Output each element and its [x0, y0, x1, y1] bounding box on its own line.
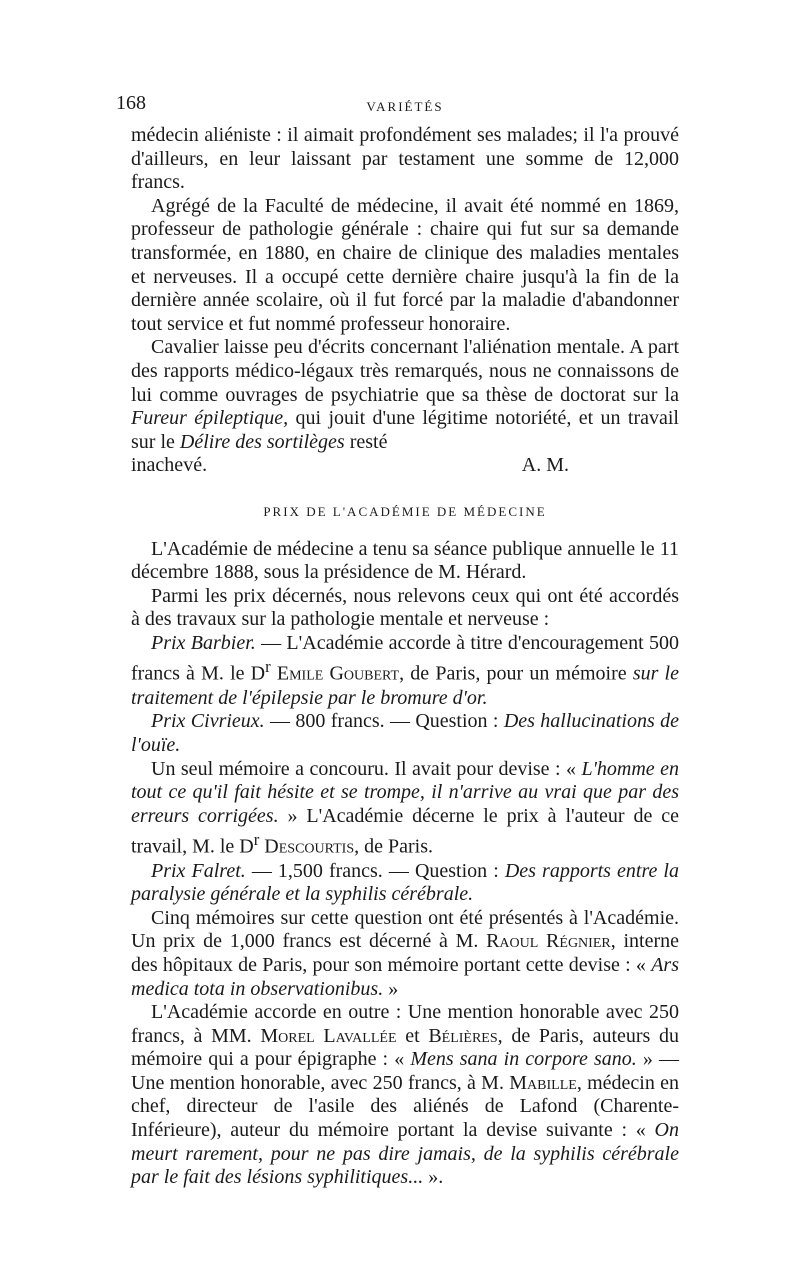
- text-run: — L'Académie accorde à titre d'encouragement 500 francs à M. le D: [131, 631, 679, 686]
- paragraph: [131, 758, 679, 860]
- prize-paragraph: [131, 860, 679, 907]
- signature-line: [131, 454, 679, 478]
- text-run: , médecin en chef, directeur de l'asile des aliénés de Lafond (Charente-Inférieure), auteur du mémoire portant la devise suivante : «: [131, 1071, 679, 1142]
- italic-quote: Mens sana in corpore sano.: [410, 1048, 637, 1071]
- paragraph: médecin aliéniste : il aimait profondément ses malades; il l'a prouvé d'ailleurs, en leur laissant par testament une somme de 12,000 francs.: [131, 124, 679, 194]
- text-run: resté: [344, 430, 388, 453]
- text-run: — 800 francs. — Question :: [264, 710, 504, 733]
- italic-title: Des rapports entre la paralysie générale et la syphilis cérébrale.: [131, 859, 679, 906]
- text-run: , de Paris, pour un mémoire: [399, 663, 633, 686]
- prize-name: Prix Barbier.: [151, 631, 256, 654]
- paragraph: L'Académie de médecine a tenu sa séance publique annuelle le 11 décembre 1888, sous la présidence de M. Hérard.: [131, 537, 679, 584]
- paragraph-end: inachevé.: [131, 454, 208, 477]
- text-run: »: [383, 977, 399, 1000]
- text-run: » L'Académie décerne le prix à l'auteur de ce travail, M. le D: [131, 804, 680, 858]
- paragraph: [131, 336, 679, 454]
- author-signature: A. M.: [521, 454, 569, 477]
- person-name: Descourtis: [259, 835, 355, 858]
- text-run: Cavalier laisse peu d'écrits concernant l'aliénation mentale. A part des rapports médico-légaux très remarqués, nous ne connaissons de lui comme ouvrages de psychiatrie que sa thèse de doctorat sur la: [131, 336, 679, 406]
- superscript: r: [265, 657, 271, 677]
- person-name: Morel Lavallée: [260, 1024, 397, 1047]
- text-run: » — Une mention honorable, avec 250 francs, à M.: [131, 1048, 679, 1094]
- italic-title: Des hallucinations de l'ouïe.: [131, 710, 679, 756]
- person-name: Mabille: [509, 1071, 577, 1094]
- text-run: Cinq mémoires sur cette question ont été présentés à l'Académie. Un prix de 1,000 francs est décerné à M.: [131, 906, 679, 953]
- paragraph: Agrégé de la Faculté de médecine, il avait été nommé en 1869, professeur de pathologie générale : chaire qui fut sur sa demande transformée, en 1880, en chaire de clinique des maladies mentales et nerveuses. Il a occupé cette dernière chaire jusqu'à la fin de la dernière année scolaire, où il fut forcé par la maladie d'abandonner tout service et fut nommé professeur honoraire.: [131, 194, 679, 335]
- text-run: L'Académie accorde en outre : Une mention honorable avec 250 francs, à MM.: [131, 1001, 679, 1047]
- prize-paragraph: [131, 632, 679, 710]
- person-name: Bélières: [428, 1024, 498, 1047]
- paragraph: [131, 907, 679, 1001]
- section-title: PRIX DE L'ACADÉMIE DE MÉDECINE: [263, 503, 547, 519]
- italic-quote: Ars medica tota in observationibus.: [131, 953, 679, 1000]
- superscript: r: [253, 830, 260, 850]
- italic-title: Fureur épileptique,: [131, 407, 289, 430]
- page-number: 168: [116, 92, 146, 114]
- text-run: — 1,500 francs. — Question :: [245, 859, 505, 882]
- running-title: VARIÉTÉS: [366, 99, 444, 114]
- person-name: Raoul Régnier: [486, 930, 611, 953]
- prize-paragraph: [131, 710, 679, 757]
- prize-name: Prix Civrieux.: [151, 710, 265, 733]
- text-run: et: [396, 1024, 429, 1047]
- text-run: , de Paris.: [354, 835, 434, 858]
- italic-title: sur le traitement de l'épilepsie par le bromure d'or.: [131, 663, 679, 709]
- paragraph: Parmi les prix décernés, nous relevons ceux qui ont été accordés à des travaux sur la pathologie mentale et nerveuse :: [131, 584, 679, 631]
- person-name: Emile Goubert: [270, 663, 400, 686]
- book-page: [116, 92, 680, 1190]
- italic-quote: On meurt rarement, pour ne pas dire jamais, de la syphilis cérébrale par le fait des lésions syphilitiques...: [131, 1119, 679, 1189]
- text-run: , interne des hôpitaux de Paris, pour son mémoire portant cette devise : «: [131, 930, 680, 976]
- prize-name: Prix Falret.: [151, 859, 246, 882]
- text-run: , de Paris, auteurs du mémoire qui a pour épigraphe : «: [131, 1024, 679, 1071]
- page-header: [116, 92, 679, 116]
- text-run: ».: [423, 1166, 444, 1189]
- text-run: Un seul mémoire a concouru. Il avait pour devise : «: [151, 757, 582, 780]
- italic-title: Délire des sortilèges: [179, 430, 345, 453]
- text-run: qui jouit d'une légitime notoriété, et un travail sur le: [131, 407, 679, 453]
- italic-quote: L'homme en tout ce qu'il fait hésite et se trompe, il n'arrive au vrai que par des erreurs corrigées.: [131, 757, 680, 827]
- paragraph: [131, 1001, 679, 1190]
